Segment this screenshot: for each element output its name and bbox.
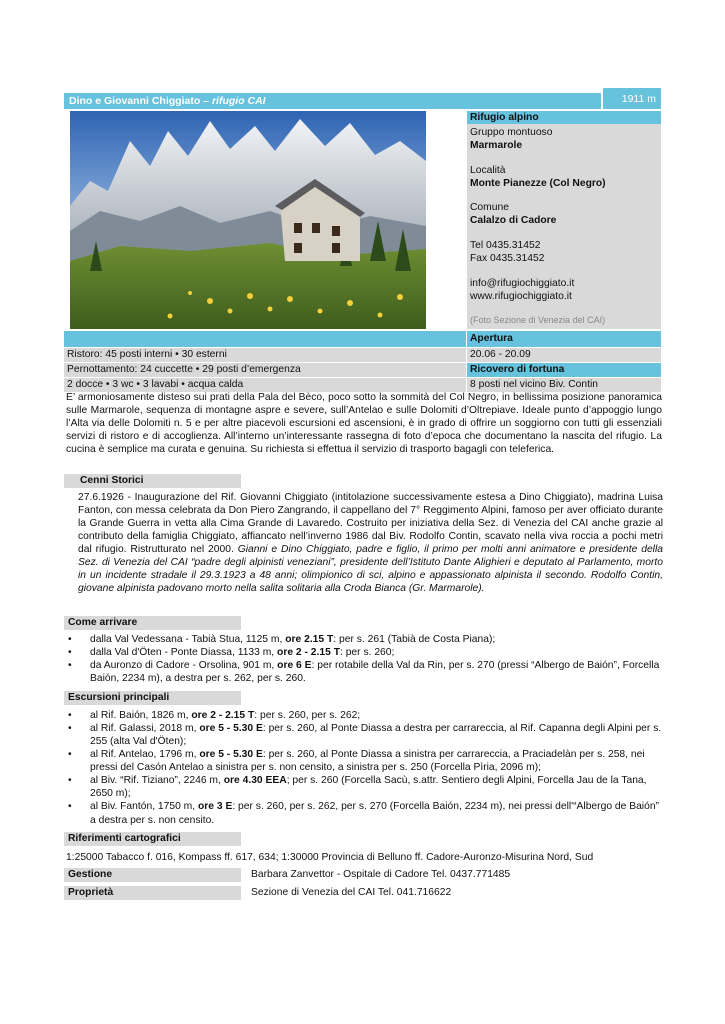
- cartografia-text: 1:25000 Tabacco f. 016, Kompass ff. 617, 634; 1:30000 Provincia di Belluno ff. Cadore-Auronzo-Misurina Nord, Sud: [66, 852, 594, 863]
- altitude-badge: 1911 m: [603, 88, 661, 109]
- list-item: • da Auronzo di Cadore - Orsolina, 901 m, ore 6 E: per rotabile della Val da Rin, per s. 270 (pressi “Albergo de Baión”, Forcella Baión, 2234 m), a destra per s. 262, per s. 260.: [66, 659, 662, 685]
- refuge-photo-illustration: [70, 111, 426, 329]
- cartografia-heading: Riferimenti cartografici: [64, 832, 241, 846]
- pernottamento-row: Pernottamento: 24 cuccette • 29 posti d’emergenza: [64, 363, 466, 377]
- cenni-paragraph: 27.6.1926 - Inaugurazione del Rif. Giovanni Chiggiato (intitolazione successivamente estesa a Dino Chiggiato), madrina Luisa Fanton, con messa celebrata da Don Piero Zangrando, il cappellano del 7° Reggimento Alpini, famoso per aver officiato durante la Grande Guerra in vetta alla Cima Grande di Lavaredo. Costruito per iniziativa della Sez. di Venezia del CAI anche grazie al contributo della famiglia Chiggiato, affiancato nell’inverno 1986 dal Biv. Rodolfo Contin, scavato nella viva roccia a pochi metri dal rifugio. Ristrutturato nel 2000. Gianni e Dino Chiggiato, padre e figlio, il primo per molti anni animatore e presidente della Sez. di Venezia del CAI “padre degli alpinisti veneziani”, presidente dell’Istituto Dante Alighieri e deputato al Parlamento, morto in un incidente stradale il 29.3.1923 a 48 anni; olimpionico di sci, alpino e appassionato alpinista il secondo. Rodolfo Contin, giovane alpinista padovano morto nella salita solitaria alla Croda Bianca (Gr. Marmarole).: [78, 492, 663, 595]
- ricovero-value: 8 posti nel vicino Biv. Contin: [467, 378, 661, 392]
- list-item: • dalla Val d'Öten - Ponte Diassa, 1133 m, ore 2 - 2.15 T: per s. 260;: [66, 646, 662, 659]
- ricovero-heading: Ricovero di fortuna: [467, 363, 661, 377]
- fax: Fax 0435.31452: [470, 253, 545, 265]
- comune-label: Comune: [470, 202, 509, 214]
- escursioni-list: [66, 709, 662, 827]
- proprieta-label: Proprietà: [64, 886, 241, 900]
- email-link[interactable]: info@rifugiochiggiato.it: [470, 277, 575, 289]
- intro-paragraph: E’ armoniosamente disteso sui prati della Pala del Bèco, poco sotto la sommità del Col Negro, in bellissima posizione panoramica sulle Marmarole, sequenza di montagne aspre e severe, sull’Antelao e sulle Dolomiti d’Oltrepiave. Ideale punto d’appoggio lungo l’Alta via delle Dolomiti n. 5 e per altre piacevoli escursioni ed ascensioni, è in grado di offrire un soggiorno con tutti gli essenziali servizi di ristoro e di accoglienza. All’interno un’interessante rassegna di foto d’epoca che documentano la nascita del rifugio. La cucina è semplice ma curata e genuina. Su richiesta si effettua il servizio di trasporto bagagli con teleferica.: [66, 392, 662, 456]
- list-item: • al Biv. “Rif. Tiziano”, 2246 m, ore 4.30 EEA; per s. 260 (Forcella Sacù, s.attr. Sentiero degli Alpini, Forcella Jau de la Tana, 2650 m);: [66, 774, 662, 800]
- locality-value: Monte Pianezze (Col Negro): [470, 177, 606, 189]
- gestione-label: Gestione: [64, 868, 241, 882]
- servizi-row: 2 docce • 3 wc • 3 lavabi • acqua calda: [64, 378, 466, 392]
- group-value: Marmarole: [470, 139, 523, 151]
- web-link[interactable]: www.rifugiochiggiato.it: [470, 290, 572, 302]
- info-sidebar: [467, 111, 661, 329]
- comune-value: Calalzo di Cadore: [470, 215, 557, 227]
- category-heading: Rifugio alpino: [467, 111, 661, 124]
- refuge-photo: [70, 111, 426, 329]
- list-item: • al Rif. Antelao, 1796 m, ore 5 - 5.30 E: per s. 260, al Ponte Diassa a sinistra per carrareccia, a Praciadelàn per s. 258, nei pressi del Casón Antelao a sinistra per s. non censito, a sinistra per s. 250 (Forcella Pìria, 2096 m);: [66, 748, 662, 774]
- tel: Tel 0435.31452: [470, 240, 541, 252]
- page-title: Dino e Giovanni Chiggiato –: [69, 95, 212, 107]
- locality-label: Località: [470, 164, 506, 176]
- arrivare-list: [66, 633, 662, 685]
- title-bar: [64, 93, 601, 109]
- cenni-heading: Cenni Storici: [64, 474, 241, 488]
- apertura-value: 20.06 - 20.09: [467, 348, 661, 362]
- apertura-heading: Apertura: [467, 331, 661, 347]
- proprieta-row: [64, 886, 662, 900]
- group-label: Gruppo montuoso: [470, 127, 553, 138]
- list-item: • al Biv. Fantón, 1750 m, ore 3 E: per s. 260, per s. 262, per s. 270 (Forcella Baión, 2234 m), nei pressi dell'“Albergo de Baión” a destra per s. non censito.: [66, 800, 662, 826]
- proprieta-value: Sezione di Venezia del CAI Tel. 041.716622: [251, 887, 452, 898]
- list-item: • al Rif. Baión, 1826 m, ore 2 - 2.15 T: per s. 260, per s. 262;: [66, 709, 662, 722]
- arrivare-heading: Come arrivare: [64, 616, 241, 630]
- list-item: • dalla Val Vedessana - Tabià Stua, 1125 m, ore 2.15 T: per s. 261 (Tabià de Costa Piana);: [66, 633, 662, 646]
- list-item: • al Rif. Galassi, 2018 m, ore 5 - 5.30 E: per s. 260, al Ponte Diassa a destra per carrareccia, al Rif. Capanna degli Alpini per s. 255 (alta Val d'Öten);: [66, 722, 662, 748]
- gestione-row: [64, 868, 662, 882]
- escursioni-heading: Escursioni principali: [64, 691, 241, 705]
- info-strip: [64, 331, 466, 347]
- gestione-value: Barbara Zanvettor - Ospitale di Cadore Tel. 0437.771485: [251, 869, 511, 880]
- photo-credit: (Foto Sezione di Venezia del CAI): [470, 315, 606, 325]
- page-title-italic: rifugio CAI: [211, 95, 266, 107]
- ristoro-row: Ristoro: 45 posti interni • 30 esterni: [64, 348, 466, 362]
